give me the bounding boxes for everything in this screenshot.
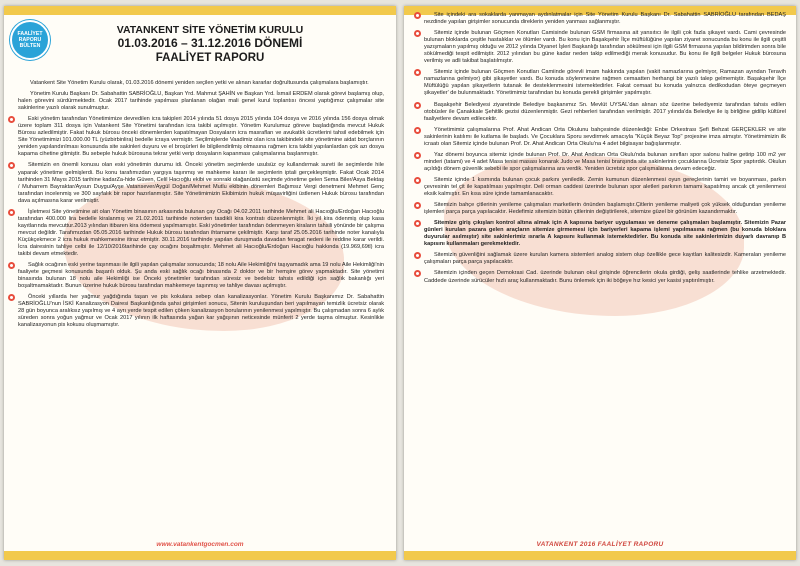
paragraph-text: Site içindeki ara sokaklarda yanmayan aydınlatmalar için Site Yönetim Kurulu Başkanı Dr. Sabahattin SABRİOĞLU tarafından BEDAŞ nezdinde yapılan girişimler sonucunda direklerin yeniden yanması sağlanmıştır. [424,12,786,26]
top-border [4,6,396,15]
bottom-border [404,551,796,560]
paragraph [424,30,786,65]
paragraph [424,152,786,173]
left-page [4,6,396,560]
paragraph [424,202,786,216]
bullet-icon [8,162,15,169]
bullet-icon [414,12,421,19]
paragraph-text: İşletmesi Site yönetimine ait olan Yönetim binasının arkasında bulunan çay Ocağı 04.02.2011 tarihinde Mehmet ali Hacıoğlu/Erdoğan Hacıoğlu tarafından 400.000 lira bedelle kiralanmış ve 21.02.2011 tarihinde noterden tasdikli kira kontratı düzenlenmiştir. İki yıl kira ödenmiş olup kasa kayıtlarında mevcuttur.2013 yılından itibaren kira ödemesi yapılmamıştır. Eski yönetimler tarafından ödenmeyen kiraların tahsili yönünde bir çalışma mevcut değildir. Tarafımızdan 05.05.2016 tarihinde Hukuk bürosu tarafından ihtarname çekilmiştir. Karşı taraf 25.05.2016 tarihinde noter kanalıyla Küçükçekmece 2 icra hukuk mahkemesine itiraz etmiştir. 30.11.2016 tarihinde yapılan duruşmada davadan feragat nedeni ile reddine karar verildi. İcra dairesinin tahliye celbi ile 12/10/2016tarihinde çay ocağını boşaltmıştır. Mehmet ali Hacıoğlu/Erdoğan Hacıoğlu hakkında (19.969,69tl) icra takibi devam etmektedir. [18,208,384,258]
paragraph-text: Yaz dönemi boyunca sitemiz içinde bulunan Prof. Dr. Ahat Andican Orta Okulu'nda bulunan sınıfları spor salonu haline getirip 100 m2 yer minderi (tatami) ve 4 adet Masa tenisi masası konarak Judo ve Masa tenisi branşında site sakinlerinin çocuklarına Ücretsiz Spor yaptırdık. Okulun açıldığı dönem güvenlik sebebi ile spor çalışmalarına ara verdik. Yeniden ücretsiz spor çalışmalarına devam edeceğiz. [424,151,786,172]
paragraph: Vatankent Site Yönetim Kurulu olarak, 01.03.2016 dönemi yeniden seçilen yetki ve alınan kararlar doğrultusunda çalışmalara başlamıştır. [30,80,369,86]
paragraph [18,262,384,290]
bullet-icon [414,127,421,134]
paragraph-text: Sitemiz içinde bulunan Göçmen Konutları Camisinde bulunan GSM firmasına ait yansıtıcı ile ilgili çok fazla şikayet vardı. Cami çevresinde bulunan bloklarda çeşitle hastalıklar ve ölümler vardı. Bu konu için Başakşehir İlçe müftülüğüne yapılan ziyaret sonucunda bu konu ile ilgili çeşitli yazışmaların yapılmış olduğu ve 2012 yılında Diyanet İşleri Başkanlığı tarafından sökülmesi için ilgili GSM firmasına yapılan bildirimden sonra bile sökülmediği tespit edilmiştir. 2012 yılından bu güne kadar neden takip edilmediği merak konusudur. Bu konu ile ilgili belgeler Hukuk bürosuna verilmiş ve adli takibat başlatılmıştır. [424,30,786,65]
paragraph-text: Sitemizin bahçe çitlerinin yenileme çalışmaları marketlerin önünden başlamıştır.Çitlerin yenileme maliyeti çok yüksek olduğundan yenileme işlemleri parça parça yapılacaktır. Hedefimiz sitemizin bütün çitlerinin değiştirilerek, sitemize güzel bir görünüm kazandırmaktır. [424,202,786,216]
paragraph-text: Eski yönetim tarafından Yönetimimize devredilen icra takipleri 2014 yılında 51 dosya 2015 yılında 104 dosya ve 2016 yılında 156 dosya olmak üzere toplam 311 dosya için Vatankent Site Yönetimi tarafından icra takibi açılmıştır. Yönetim Kurulumuz göreve başladığında mevcut Hukuk Bürosu azledilmiştir. Fakat hukuk bürosu önceki dönemlerden kapatılmayan Dosyaların icra masrafları ve avukatlık ücretlerini tahsil edebilmek için Site Yönetimimizi 101.000.00 TL (yüzbirbinlira) bedelle icraya vermiştir. Seçilmişlerde Vaadimiz olan icra takibindeki site yönetimine aidat borçlarının yeniden yapılandırılması konusunda site sakinleri duyuru ve el broşürleri ile bilgilendirilmiş olmasına rağmen icra takibi yapılanlardan çok azı dosya kapama cihetine gitmiştir. Bu sebeple hukuk bürosuna tekrar yetki verip dosyaların kapanması çalışmalarına başlanmıştır. [18,116,384,158]
paragraph-text: Sitemizin en önemli konusu olan eski yönetimin durumu idi. Önceki yönetim seçimlerde usulsüz oy kullandırmak sureti ile seçimlerde hile yaparak yönetime gelmişlerdi. Bu konu tarafımızdan yargıya taşınmış ve mahkeme kararı ile seçimlerin iptali gerçekleşmiştir. Fakat Ocak 2014 tarihinden 31 Mayıs 2015 tarihine kadarZa-hide Güven, Celil Hacıoğlu ekibi ve sonraki olağanüstü seçimde yönetime gelen Sema Biler/Asya Bektaş / Muharrem Bayraktar/Aysun Duygu/Ayşe Vatansever/Aygül Doğan/Mehmet Mutlu ekibinin dönemleri Bağımsız Vergi denetmeni Mehmet Genç tarafından incelenmiş ve 300 sayfalık bir rapor hazırlanmıştır. Site Yönetimimizin Ekibimizin hukuk müşavirliğini üstlenen Hukuk bürosu tarafından dava açılmasına karar verilmiştir. [18,162,384,204]
paragraph [424,270,786,284]
paragraph-text: Başakşehir Belediyesi ziyaretinde Belediye başkanımız Sn. Mevlüt UYSAL'dan alınan söz üzerine belediyemiz tarafından tahsis edilen otobüsler ile Çanakkale Şehitlik gezisi düzenlenmiştir. Gezi rehberleri tarafından verilmiştir. 2017 yılında'da Belediye ile iş birliğine gidilip kültürel faaliyetlere devam edilecektir. [424,101,786,122]
report-title [44,24,376,65]
paragraph [18,162,384,204]
paragraph [424,12,786,26]
paragraph [424,127,786,148]
bullet-icon [8,262,15,269]
bullet-icon [414,252,421,259]
paragraph [18,116,384,158]
bullet-icon [414,220,421,227]
bullet-icon [414,177,421,184]
paragraph-text: Sitemizin güvenliğini sağlamak üzere kurulan kamera sistemleri analog sistem olup özellikle gece kayıtları kalitesizdir. Kameraları yenileme çalışmaları parça parça yapılacaktır. [424,252,786,266]
paragraph [424,177,786,198]
website-link[interactable]: www.vatankentgocmen.com [156,541,244,548]
paragraph-text: Önceki yıllarda her yağmur yağdığında taşan ve pis kokulara sebep olan kanalizasyonlar. Yönetim Kurulu Başkanımız Dr. Sabahattin SABRİOĞLU'nun İSKİ Kanalizasyon Dairesi Başkanlığında şahsi girişimleri sonucu, Sitenin kuruluşundan beri yapılmayan temizlik ücretsiz olarak 28 gün boyunca aralıksız yapılmış ve 4 ayrı yerde tespit edilen çöken kanalizasyon borularının yenilenmesi yapılmıştır. Bu çalışmadan sonra 6 aylık süreden sonra yoğun yağmur ve Ocak 2017 yılının ilk haftasında yağan kar yağışının neticesinde münferit 2 yerde taşma olmuştur. Kesinlikle kanalizasyonun pis kokusu oluşmamıştır. [18,294,384,329]
paragraph [18,294,384,329]
bullet-icon [414,202,421,209]
right-page [404,6,796,560]
paragraph [424,252,786,266]
paragraph [424,69,786,97]
bullet-icon [414,152,421,159]
title-line-2: 01.03.2016 – 31.12.2016 DÖNEMİ [117,36,303,50]
bullet-icon [414,69,421,76]
paragraph-text: Sitemize giriş çıkışları kontrol altına almak için A kapısına bariyer uygulaması ve deneme çalışmaları başlamıştır. Sitemizin Pazar günleri kurulan pazara gelen araçların sitemize girmemesi için bariyerleri kapama işlemi yapılmasına rağmen (bu konuda bloklara duyurular asılmıştır) site sakinlerimiz ısrarla A kapısını kullanmak istemektedirler. Bu konuda site sakinlerimizin duyarlı davranıp B kapısını kullanmaları gerekmektedir. [424,220,786,248]
right-body [424,12,786,538]
badge-line: RAPORU [18,37,42,43]
bullet-icon [414,270,421,277]
paragraph-text: Sitemizin içinden geçen Demokrasi Cad. üzerinde bulunan okul girişinde öğrencilerin okula girdiği, geliş saatlerinde tehlike arzetmektedir. Caddede üzerinde sürücüler hızlı araç kullanmaktadır. Bunu önlemek için iki böğeye hız kesici yer kasisi yaptırılmıştır. [424,270,786,284]
paragraph: Yönetim Kurulu Başkanı Dr. Sabahattin SABRİOĞLU, Başkan Yrd. Mahmut ŞAHİN ve Başkan Yrd. İsmail ERDEM olarak görevi başlamış olup, halen görevini sürdürmektedir. Ocak 2017 tarihinde yapılması planlanan olağan mali genel kurul toplantısı öncesi yaptığımız çalışmalar site sakinlerine yazılı olarak sunulmuştur. [18,91,384,112]
badge-line: BÜLTEN [19,43,41,49]
paragraph-text: Sitemiz içinde bulunan Göçmen Konutları Camiinde görevli imam hakkında yapılan (vakit namazlarına gelmiyor, Ramazan ayından Teravih namazlarına gelmiyor) gibi şikayetler vardı. Bu konuda söylenmesine rağmen cemaatten herhangi bir yazılı talep gelmemiştir. Başakşehir İlçe Müftülüğü yapılan şikayetlerin tutanak ile desteklenmesini istemektedirler. Fakat cemaat bu konuda yalnızca dedikodudan öteye geçmeyen şikayetler' de bulunmaktadır. Yönetimimiz tarafından bu konuda gerekli girişimler yapılmıştır. [424,69,786,97]
title-line-1: VATANKENT SİTE YÖNETİM KURULU [116,24,304,36]
bullet-icon [414,102,421,109]
paragraph [424,220,786,248]
left-body [18,80,384,538]
paragraph [424,102,786,123]
bullet-icon [8,116,15,123]
bullet-icon [8,294,15,301]
bullet-icon [8,209,15,216]
paragraph-text: Sağlık ocağının eski yerine taşınması ile ilgili yapılan çalışmalar sonucunda; 18 nolu Aile Hekimliği'ni taşıyamadık ama 19 nolu Aile Hekimliği'nin faaliyete geçmesi konusunda başarılı olduk. Şu anda eski sağlık ocağı binasında 2 doktor ve bir hemşire görev yapmaktadır. Site yönetimi binasında bulunan 18 nolu aile Hekimliği ise Önceki yönetimler tarafından süresiz ve bedelsiz tahsis edildiği için sağlık bakanlığı yeri boşaltmamaktadır. Bunun üzerine hukuk bürosu tarafından mahkemeye taşınmış ve tahliye davası açılmıştır. [18,262,384,290]
footer-title: VATANKENT 2016 FAALİYET RAPORU [536,541,664,548]
paragraph-text: Yönetimimiz çalışmalarına Prof. Ahat Andican Orta Okulunu bahçesinde düzenlediği: Enbe Orkestrası Şefi Behzat GERÇEKLER ve site sakinlerinin katılımı ile kutlama ile başladı. Ve Çocuklara Sporu sevdirmek amacıyla "Küçük Beyaz Top" projesine imza atmıştır. Yönetimimizin ilk icraatı olan Sitemiz içinde bulunan Prof. Dr. Ahat Andican Orta Okulu'na 4 adet bilgisayar bağışlanmıştır. [424,126,786,147]
title-line-3: FAALİYET RAPORU [155,52,265,64]
badge-line: FAALİYET [17,31,43,37]
bullet-icon [414,30,421,37]
bottom-border [4,551,396,560]
paragraph [18,209,384,258]
paragraph-text: Sitemiz içinde 1 kısmında bulunan çocuk parkını yeniledik. Zemin kumunun düzenlenmesi oyun gereçlerinin tamiri ve boyanması, parkın çevresinin tel çit ile kapatılması yapılmıştır. Deli orman caddesi üzerinde bulunan spor aletleri parkının tamamı kapatılmış ancak çit yenilenmesi eksik kalmıştır. En kısa süre içinde tamamlanacaktır. [424,176,786,198]
